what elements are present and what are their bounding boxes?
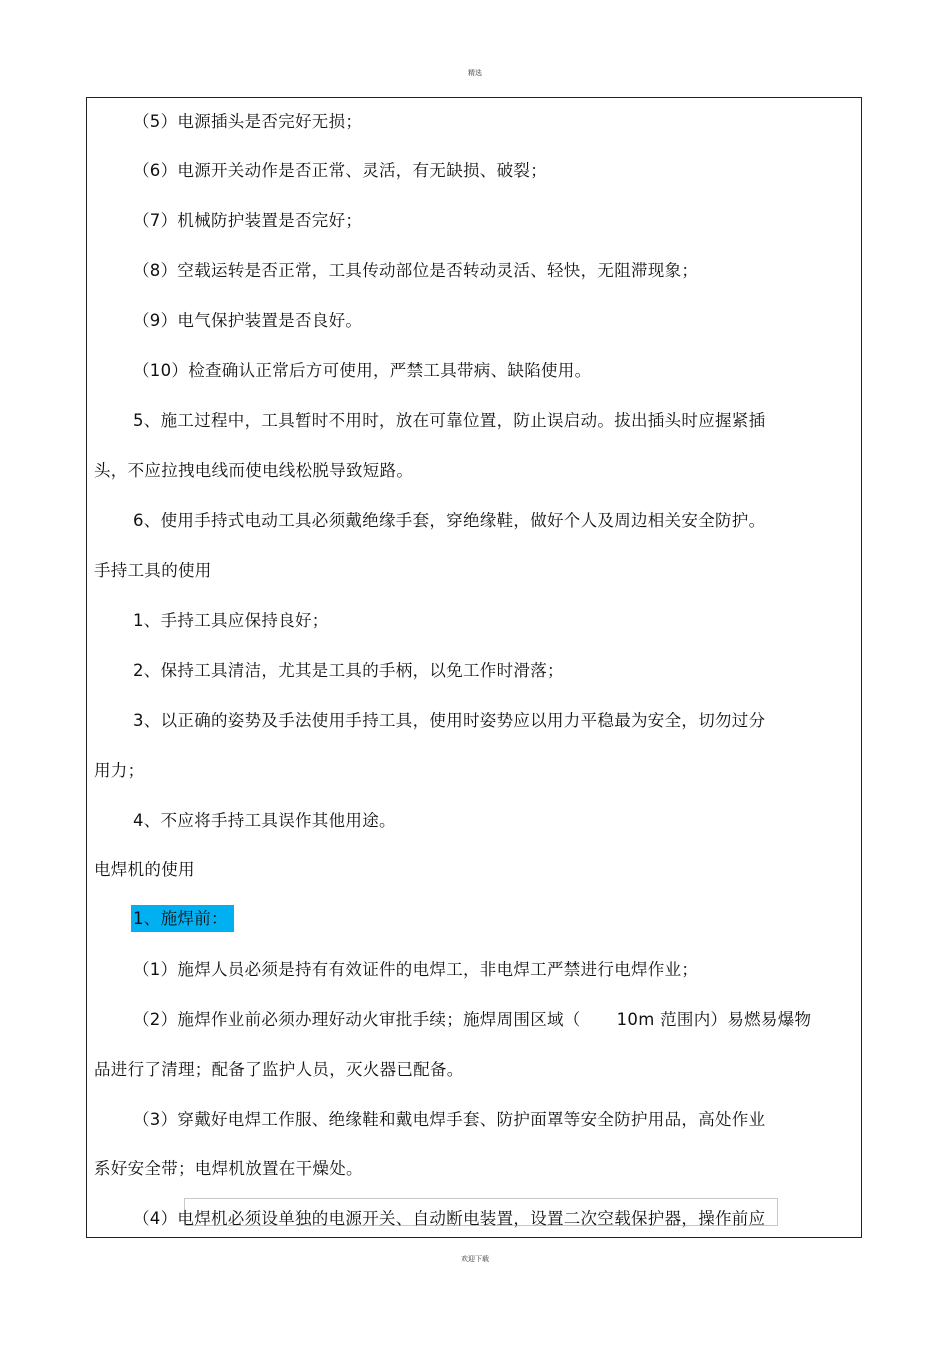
- text-line: [133, 1010, 811, 1030]
- text-line: （3）穿戴好电焊工作服、绝缘鞋和戴电焊手套、防护面罩等安全防护用品，高处作业: [133, 1110, 766, 1129]
- text-line: （5）电源插头是否完好无损；: [133, 112, 363, 131]
- text-line: 4、不应将手持工具误作其他用途。: [133, 811, 396, 830]
- text-segment: （2）施焊作业前必须办理好动火审批手续；施焊周围区域（: [133, 1010, 581, 1029]
- text-segment: 10m 范围内）易燃易爆物: [616, 1010, 812, 1029]
- section-heading: 手持工具的使用: [94, 561, 212, 580]
- text-line: 用力；: [94, 761, 145, 780]
- text-line: （4）电焊机必须设单独的电源开关、自动断电装置，设置二次空载保护器，操作前应: [133, 1209, 766, 1228]
- highlight-mark: 1、施焊前：: [131, 905, 234, 932]
- text-line: （8）空载运转是否正常，工具传动部位是否转动灵活、轻快，无阻滞现象；: [133, 261, 699, 280]
- text-line: （1）施焊人员必须是持有有效证件的电焊工，非电焊工严禁进行电焊作业；: [133, 960, 699, 979]
- page-header: 精选: [468, 69, 482, 77]
- text-line: 5、施工过程中，工具暂时不用时，放在可靠位置，防止误启动。拔出插头时应握紧插: [133, 411, 766, 430]
- section-heading: 电焊机的使用: [94, 860, 195, 879]
- text-line: （7）机械防护装置是否完好；: [133, 211, 363, 230]
- text-line: 系好安全带；电焊机放置在干燥处。: [94, 1159, 363, 1178]
- text-line: 品进行了清理；配备了监护人员，灭火器已配备。: [94, 1060, 464, 1079]
- text-line: 3、以正确的姿势及手法使用手持工具，使用时姿势应以用力平稳最为安全，切勿过分: [133, 711, 766, 730]
- text-line: （10）检查确认正常后方可使用，严禁工具带病、缺陷使用。: [133, 361, 592, 380]
- text-line: 头，不应拉拽电线而使电线松脱导致短路。: [94, 461, 414, 480]
- text-line: 2、保持工具清洁，尤其是工具的手柄，以免工作时滑落；: [133, 661, 564, 680]
- text-line: （6）电源开关动作是否正常、灵活，有无缺损、破裂；: [133, 161, 547, 180]
- text-line: 6、使用手持式电动工具必须戴绝缘手套，穿绝缘鞋，做好个人及周边相关安全防护。: [133, 511, 766, 530]
- page-footer: 欢迎下载: [461, 1255, 489, 1263]
- highlighted-subheading: [133, 909, 234, 929]
- text-line: （9）电气保护装置是否良好。: [133, 311, 363, 330]
- text-line: 1、手持工具应保持良好；: [133, 611, 329, 630]
